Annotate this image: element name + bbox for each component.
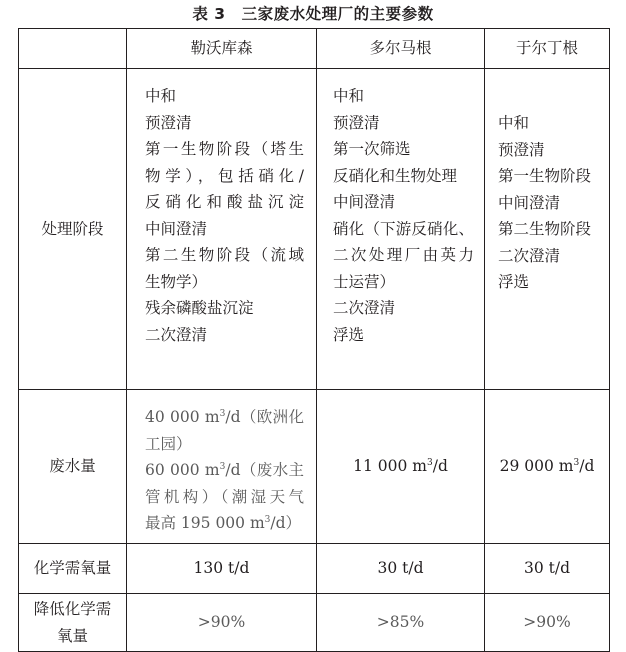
list-item: 预澄清	[333, 113, 380, 132]
list-item: 二次处理厂由英力	[333, 246, 474, 264]
row-label-reduction-line-2: 氧量	[56, 626, 88, 645]
list-item: 预澄清	[145, 113, 192, 132]
table-row-wastewater	[19, 390, 610, 544]
cod-cell-leverkusen: 130 t/d	[127, 544, 317, 594]
list-item: 生物学）	[145, 272, 208, 291]
list-item: 第一生物阶段（塔生	[145, 140, 304, 158]
list-item: 中间澄清	[333, 193, 396, 211]
wastewater-line-3: 60 000 $m^3/d$（废水主	[145, 461, 304, 480]
col-header-uerdingen: 于尔丁根	[485, 29, 610, 69]
row-label-wastewater: 废水量	[19, 390, 127, 544]
list-item: 中间澄清	[498, 193, 561, 212]
row-label-reduction-line-1: 降低化学需	[33, 600, 112, 618]
list-item: 中间澄清	[145, 219, 208, 238]
table-row-stage	[19, 69, 610, 390]
wastewater-cell-leverkusen	[127, 390, 317, 544]
row-label-stage: 处理阶段	[19, 69, 127, 390]
stage-cell-dormagen	[317, 69, 485, 390]
stage-cell-leverkusen	[127, 69, 317, 390]
wastewater-cell-uerdingen: 29 000 $m^3/d$	[485, 390, 610, 544]
list-item: 第二生物阶段（流域	[145, 246, 304, 264]
parameters-table	[18, 28, 610, 652]
wastewater-line-1: 40 000 $m^3/d$（欧洲化	[145, 408, 304, 427]
list-item: 反硝化和生物处理	[333, 166, 458, 185]
list-item: 浮选	[498, 273, 530, 291]
cod-cell-dormagen: 30 t/d	[317, 544, 485, 594]
list-item: 硝化（下游反硝化、	[333, 219, 474, 238]
list-item: 第二生物阶段	[498, 220, 592, 238]
wastewater-line-4: 管机构）（潮湿天气	[145, 487, 304, 506]
wastewater-line-2: 工园）	[145, 434, 192, 453]
reduction-cell-leverkusen: >90%	[127, 594, 317, 652]
table-caption: 表 3 三家废水处理厂的主要参数	[192, 5, 434, 23]
table-header-row	[19, 29, 610, 69]
list-item: 第一次筛选	[333, 140, 411, 158]
list-item: 预澄清	[498, 140, 545, 159]
col-header-dormagen: 多尔马根	[317, 29, 485, 69]
stage-cell-uerdingen	[485, 69, 610, 390]
wastewater-line-5: 最高 195 000 $m^3/d$）	[145, 514, 302, 533]
list-item: 残余磷酸盐沉淀	[145, 299, 254, 317]
list-item: 中和	[145, 87, 177, 105]
list-item: 二次澄清	[333, 299, 396, 317]
list-item: 二次澄清	[498, 246, 561, 265]
reduction-cell-uerdingen: >90%	[485, 594, 610, 652]
list-item: 二次澄清	[145, 325, 208, 344]
table-row-cod	[19, 544, 610, 594]
list-item: 浮选	[333, 325, 365, 344]
list-item: 中和	[498, 114, 530, 132]
reduction-cell-dormagen: >85%	[317, 594, 485, 652]
corner-cell	[19, 29, 127, 69]
cod-cell-uerdingen: 30 t/d	[485, 544, 610, 594]
col-header-leverkusen: 勒沃库森	[127, 29, 317, 69]
list-item: 物学），包括硝化/	[145, 166, 304, 185]
list-item: 士运营）	[333, 272, 396, 291]
list-item: 反硝化和酸盐沉淀	[145, 193, 304, 211]
row-label-reduction	[19, 594, 127, 652]
row-label-cod: 化学需氧量	[19, 544, 127, 594]
list-item: 第一生物阶段	[498, 167, 592, 185]
list-item: 中和	[333, 87, 365, 105]
wastewater-cell-dormagen: 11 000 $m^3/d$	[317, 390, 485, 544]
table-row-reduction	[19, 594, 610, 652]
